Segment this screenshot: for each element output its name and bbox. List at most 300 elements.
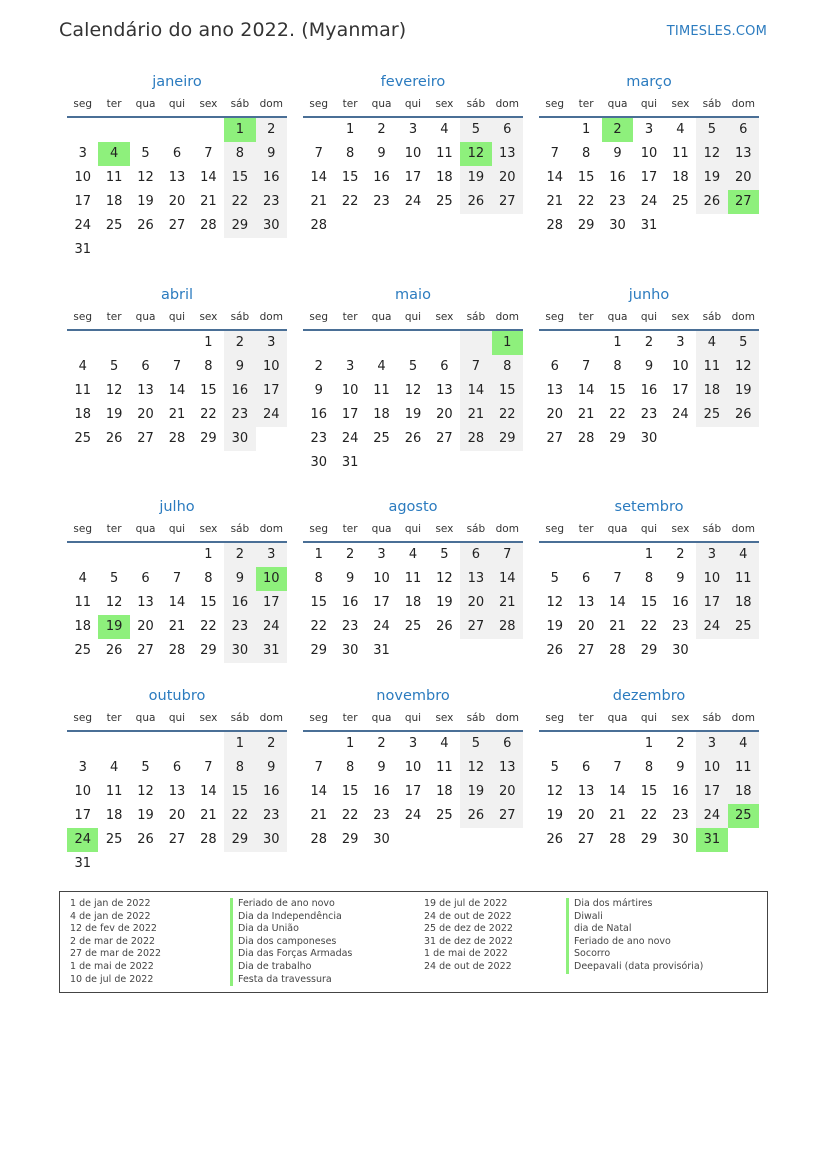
day-cell[interactable]: 5: [408, 359, 418, 374]
day-cell[interactable]: 3: [256, 331, 287, 355]
day-cell[interactable]: 7: [172, 359, 182, 374]
day-cell[interactable]: 18: [74, 619, 91, 634]
day-cell[interactable]: 17: [672, 383, 689, 398]
day-cell[interactable]: 20: [546, 407, 563, 422]
day-cell[interactable]: 26: [105, 643, 123, 658]
day-cell[interactable]: 6: [581, 760, 591, 775]
day-cell[interactable]: 1: [345, 736, 355, 751]
day-cell[interactable]: 26: [404, 431, 422, 446]
day-cell[interactable]: 17: [640, 170, 658, 185]
day-cell[interactable]: 4: [440, 736, 449, 751]
day-cell[interactable]: 19: [546, 619, 563, 634]
day-cell[interactable]: 22: [640, 619, 658, 634]
day-cell[interactable]: 28: [200, 832, 217, 847]
day-cell[interactable]: 21: [310, 808, 327, 823]
day-cell[interactable]: 20: [577, 619, 595, 634]
day-cell[interactable]: 15: [640, 595, 658, 610]
day-cell[interactable]: 10: [341, 383, 359, 398]
day-cell[interactable]: 19: [436, 595, 453, 610]
day-cell[interactable]: 27: [492, 190, 523, 214]
day-cell[interactable]: 17: [341, 407, 359, 422]
day-cell[interactable]: 1: [492, 331, 523, 355]
day-cell[interactable]: 9: [613, 146, 622, 161]
day-cell[interactable]: 12: [105, 595, 123, 610]
day-cell[interactable]: 30: [672, 643, 689, 658]
day-cell[interactable]: 9: [224, 567, 255, 591]
day-cell[interactable]: 28: [310, 832, 327, 847]
day-cell[interactable]: 7: [204, 146, 213, 161]
day-cell[interactable]: 30: [672, 832, 689, 847]
day-cell[interactable]: 11: [728, 756, 759, 780]
day-cell[interactable]: 12: [546, 784, 563, 799]
day-cell[interactable]: 29: [200, 431, 217, 446]
day-cell[interactable]: 21: [168, 619, 186, 634]
day-cell[interactable]: 8: [644, 571, 654, 586]
day-cell[interactable]: 17: [256, 379, 287, 403]
day-cell[interactable]: 16: [224, 379, 255, 403]
day-cell[interactable]: 18: [74, 407, 91, 422]
day-cell[interactable]: 6: [728, 118, 759, 142]
day-cell[interactable]: 10: [696, 756, 727, 780]
day-cell[interactable]: 2: [676, 547, 685, 562]
day-cell[interactable]: 10: [640, 146, 658, 161]
day-cell[interactable]: 25: [436, 808, 453, 823]
day-cell[interactable]: 28: [492, 615, 523, 639]
day-cell[interactable]: 21: [310, 194, 327, 209]
day-cell[interactable]: 28: [460, 427, 491, 451]
day-cell[interactable]: 28: [609, 832, 626, 847]
day-cell[interactable]: 13: [546, 383, 563, 398]
day-cell[interactable]: 30: [256, 828, 287, 852]
day-cell[interactable]: 17: [404, 170, 422, 185]
day-cell[interactable]: 27: [168, 832, 186, 847]
day-cell[interactable]: 17: [696, 780, 727, 804]
day-cell[interactable]: 18: [105, 194, 123, 209]
day-cell[interactable]: 16: [640, 383, 658, 398]
day-cell[interactable]: 14: [577, 383, 595, 398]
day-cell[interactable]: 28: [168, 431, 186, 446]
day-cell[interactable]: 29: [640, 832, 658, 847]
day-cell[interactable]: 16: [256, 166, 287, 190]
day-cell[interactable]: 18: [696, 379, 727, 403]
day-cell[interactable]: 30: [224, 639, 255, 663]
day-cell[interactable]: 1: [224, 118, 255, 142]
day-cell[interactable]: 18: [436, 784, 453, 799]
day-cell[interactable]: 8: [204, 571, 213, 586]
day-cell[interactable]: 11: [105, 784, 123, 799]
day-cell[interactable]: 16: [341, 595, 359, 610]
day-cell[interactable]: 6: [440, 359, 449, 374]
day-cell[interactable]: 1: [204, 547, 213, 562]
day-cell[interactable]: 30: [609, 218, 626, 233]
day-cell[interactable]: 22: [609, 407, 626, 422]
day-cell[interactable]: 22: [224, 190, 255, 214]
day-cell[interactable]: 21: [609, 808, 626, 823]
day-cell[interactable]: 13: [168, 170, 186, 185]
day-cell[interactable]: 9: [345, 571, 355, 586]
day-cell[interactable]: 20: [492, 166, 523, 190]
day-cell[interactable]: 4: [377, 359, 386, 374]
day-cell[interactable]: 29: [341, 832, 359, 847]
day-cell[interactable]: 16: [224, 591, 255, 615]
day-cell[interactable]: 20: [436, 407, 453, 422]
day-cell[interactable]: 10: [74, 784, 91, 799]
day-cell[interactable]: 5: [141, 146, 150, 161]
day-cell[interactable]: 18: [728, 780, 759, 804]
day-cell[interactable]: 11: [373, 383, 390, 398]
day-cell[interactable]: 31: [640, 218, 658, 233]
day-cell[interactable]: 1: [314, 547, 323, 562]
day-cell[interactable]: 30: [256, 214, 287, 238]
day-cell[interactable]: 28: [168, 643, 186, 658]
day-cell[interactable]: 5: [460, 732, 491, 756]
day-cell[interactable]: 22: [200, 619, 217, 634]
day-cell[interactable]: 14: [168, 595, 186, 610]
day-cell[interactable]: 16: [609, 170, 626, 185]
day-cell[interactable]: 9: [224, 355, 255, 379]
day-cell[interactable]: 23: [672, 619, 689, 634]
day-cell[interactable]: 15: [224, 780, 255, 804]
day-cell[interactable]: 29: [609, 431, 626, 446]
day-cell[interactable]: 27: [546, 431, 563, 446]
day-cell[interactable]: 2: [256, 732, 287, 756]
day-cell[interactable]: 25: [404, 619, 422, 634]
day-cell[interactable]: 2: [256, 118, 287, 142]
day-cell[interactable]: 25: [74, 431, 91, 446]
day-cell[interactable]: 12: [546, 595, 563, 610]
day-cell[interactable]: 17: [696, 591, 727, 615]
day-cell[interactable]: 15: [224, 166, 255, 190]
day-cell[interactable]: 23: [256, 190, 287, 214]
day-cell[interactable]: 7: [581, 359, 591, 374]
day-cell[interactable]: 26: [460, 190, 491, 214]
day-cell[interactable]: 3: [78, 146, 87, 161]
day-cell[interactable]: 9: [644, 359, 654, 374]
day-cell[interactable]: 25: [728, 804, 759, 828]
day-cell[interactable]: 14: [609, 595, 626, 610]
day-cell[interactable]: 21: [168, 407, 186, 422]
day-cell[interactable]: 2: [644, 335, 654, 350]
day-cell[interactable]: 10: [256, 355, 287, 379]
day-cell[interactable]: 14: [200, 170, 217, 185]
day-cell[interactable]: 6: [581, 571, 591, 586]
day-cell[interactable]: 31: [341, 455, 359, 470]
day-cell[interactable]: 9: [676, 571, 685, 586]
day-cell[interactable]: 13: [492, 142, 523, 166]
day-cell[interactable]: 8: [644, 760, 654, 775]
day-cell[interactable]: 18: [105, 808, 123, 823]
day-cell[interactable]: 3: [696, 543, 727, 567]
day-cell[interactable]: 14: [310, 170, 327, 185]
day-cell[interactable]: 20: [168, 808, 186, 823]
day-cell[interactable]: 1: [204, 335, 213, 350]
day-cell[interactable]: 6: [460, 543, 491, 567]
day-cell[interactable]: 5: [550, 760, 559, 775]
day-cell[interactable]: 10: [672, 359, 689, 374]
day-cell[interactable]: 17: [404, 784, 422, 799]
day-cell[interactable]: 10: [696, 567, 727, 591]
day-cell[interactable]: 2: [602, 118, 633, 142]
day-cell[interactable]: 23: [609, 194, 626, 209]
day-cell[interactable]: 16: [310, 407, 327, 422]
day-cell[interactable]: 25: [105, 218, 123, 233]
day-cell[interactable]: 27: [577, 832, 595, 847]
day-cell[interactable]: 7: [550, 146, 559, 161]
day-cell[interactable]: 11: [436, 760, 453, 775]
day-cell[interactable]: 13: [137, 383, 154, 398]
day-cell[interactable]: 9: [314, 383, 323, 398]
day-cell[interactable]: 19: [404, 407, 422, 422]
day-cell[interactable]: 25: [672, 194, 689, 209]
day-cell[interactable]: 28: [577, 431, 595, 446]
day-cell[interactable]: 24: [404, 808, 422, 823]
day-cell[interactable]: 4: [728, 543, 759, 567]
day-cell[interactable]: 22: [341, 194, 359, 209]
day-cell[interactable]: 24: [67, 828, 98, 852]
day-cell[interactable]: 5: [109, 571, 119, 586]
brand-link[interactable]: TIMESLES.COM: [666, 24, 767, 39]
day-cell[interactable]: 12: [436, 571, 453, 586]
day-cell[interactable]: 29: [224, 214, 255, 238]
day-cell[interactable]: 10: [256, 567, 287, 591]
day-cell[interactable]: 21: [577, 407, 595, 422]
day-cell[interactable]: 26: [728, 403, 759, 427]
day-cell[interactable]: 29: [200, 643, 217, 658]
day-cell[interactable]: 22: [310, 619, 327, 634]
day-cell[interactable]: 12: [460, 756, 491, 780]
day-cell[interactable]: 4: [696, 331, 727, 355]
day-cell[interactable]: 26: [105, 431, 123, 446]
day-cell[interactable]: 15: [200, 595, 217, 610]
day-cell[interactable]: 19: [728, 379, 759, 403]
day-cell[interactable]: 2: [345, 547, 355, 562]
day-cell[interactable]: 16: [373, 784, 390, 799]
day-cell[interactable]: 3: [345, 359, 355, 374]
day-cell[interactable]: 4: [98, 142, 129, 166]
day-cell[interactable]: 17: [74, 808, 91, 823]
day-cell[interactable]: 26: [460, 804, 491, 828]
day-cell[interactable]: 24: [74, 218, 91, 233]
day-cell[interactable]: 8: [204, 359, 213, 374]
day-cell[interactable]: 2: [676, 736, 685, 751]
day-cell[interactable]: 27: [728, 190, 759, 214]
day-cell[interactable]: 29: [224, 828, 255, 852]
day-cell[interactable]: 26: [137, 218, 154, 233]
day-cell[interactable]: 11: [672, 146, 689, 161]
day-cell[interactable]: 20: [492, 780, 523, 804]
day-cell[interactable]: 29: [492, 427, 523, 451]
day-cell[interactable]: 5: [728, 331, 759, 355]
day-cell[interactable]: 30: [373, 832, 390, 847]
day-cell[interactable]: 5: [696, 118, 727, 142]
day-cell[interactable]: 15: [310, 595, 327, 610]
day-cell[interactable]: 3: [408, 122, 418, 137]
day-cell[interactable]: 6: [141, 359, 150, 374]
day-cell[interactable]: 18: [728, 591, 759, 615]
day-cell[interactable]: 4: [78, 571, 87, 586]
day-cell[interactable]: 10: [74, 170, 91, 185]
day-cell[interactable]: 23: [341, 619, 359, 634]
day-cell[interactable]: 27: [168, 218, 186, 233]
day-cell[interactable]: 24: [672, 407, 689, 422]
day-cell[interactable]: 27: [137, 643, 154, 658]
day-cell[interactable]: 8: [224, 142, 255, 166]
day-cell[interactable]: 7: [204, 760, 213, 775]
day-cell[interactable]: 12: [728, 355, 759, 379]
day-cell[interactable]: 24: [404, 194, 422, 209]
day-cell[interactable]: 13: [728, 142, 759, 166]
day-cell[interactable]: 23: [310, 431, 327, 446]
day-cell[interactable]: 17: [256, 591, 287, 615]
day-cell[interactable]: 24: [341, 431, 359, 446]
day-cell[interactable]: 5: [109, 359, 119, 374]
day-cell[interactable]: 30: [640, 431, 658, 446]
day-cell[interactable]: 22: [492, 403, 523, 427]
day-cell[interactable]: 22: [200, 407, 217, 422]
day-cell[interactable]: 9: [377, 146, 386, 161]
day-cell[interactable]: 16: [672, 595, 689, 610]
day-cell[interactable]: 7: [314, 760, 323, 775]
day-cell[interactable]: 29: [640, 643, 658, 658]
day-cell[interactable]: 19: [460, 780, 491, 804]
day-cell[interactable]: 10: [373, 571, 390, 586]
day-cell[interactable]: 11: [105, 170, 123, 185]
day-cell[interactable]: 20: [137, 619, 154, 634]
day-cell[interactable]: 11: [74, 595, 91, 610]
day-cell[interactable]: 17: [74, 194, 91, 209]
day-cell[interactable]: 23: [640, 407, 658, 422]
day-cell[interactable]: 4: [78, 359, 87, 374]
day-cell[interactable]: 11: [436, 146, 453, 161]
day-cell[interactable]: 15: [492, 379, 523, 403]
day-cell[interactable]: 2: [377, 122, 386, 137]
day-cell[interactable]: 5: [460, 118, 491, 142]
day-cell[interactable]: 18: [672, 170, 689, 185]
day-cell[interactable]: 12: [137, 784, 154, 799]
day-cell[interactable]: 31: [373, 643, 390, 658]
day-cell[interactable]: 20: [728, 166, 759, 190]
day-cell[interactable]: 7: [460, 355, 491, 379]
day-cell[interactable]: 14: [492, 567, 523, 591]
day-cell[interactable]: 1: [224, 732, 255, 756]
day-cell[interactable]: 26: [696, 190, 727, 214]
day-cell[interactable]: 3: [696, 732, 727, 756]
day-cell[interactable]: 11: [696, 355, 727, 379]
day-cell[interactable]: 25: [436, 194, 453, 209]
day-cell[interactable]: 8: [581, 146, 591, 161]
day-cell[interactable]: 9: [256, 756, 287, 780]
day-cell[interactable]: 5: [141, 760, 150, 775]
day-cell[interactable]: 14: [200, 784, 217, 799]
day-cell[interactable]: 20: [137, 407, 154, 422]
day-cell[interactable]: 19: [546, 808, 563, 823]
day-cell[interactable]: 4: [109, 760, 119, 775]
day-cell[interactable]: 23: [373, 194, 390, 209]
day-cell[interactable]: 20: [460, 591, 491, 615]
day-cell[interactable]: 19: [137, 808, 154, 823]
day-cell[interactable]: 8: [613, 359, 622, 374]
day-cell[interactable]: 7: [172, 571, 182, 586]
day-cell[interactable]: 7: [314, 146, 323, 161]
day-cell[interactable]: 31: [74, 856, 91, 871]
day-cell[interactable]: 15: [609, 383, 626, 398]
day-cell[interactable]: 23: [373, 808, 390, 823]
day-cell[interactable]: 30: [341, 643, 359, 658]
day-cell[interactable]: 3: [377, 547, 386, 562]
day-cell[interactable]: 26: [436, 619, 453, 634]
day-cell[interactable]: 21: [460, 403, 491, 427]
day-cell[interactable]: 25: [105, 832, 123, 847]
day-cell[interactable]: 12: [105, 383, 123, 398]
day-cell[interactable]: 12: [696, 142, 727, 166]
day-cell[interactable]: 20: [168, 194, 186, 209]
day-cell[interactable]: 28: [609, 643, 626, 658]
day-cell[interactable]: 22: [224, 804, 255, 828]
day-cell[interactable]: 8: [314, 571, 323, 586]
day-cell[interactable]: 1: [345, 122, 355, 137]
day-cell[interactable]: 24: [373, 619, 390, 634]
day-cell[interactable]: 19: [696, 166, 727, 190]
day-cell[interactable]: 24: [640, 194, 658, 209]
day-cell[interactable]: 17: [373, 595, 390, 610]
day-cell[interactable]: 4: [408, 547, 418, 562]
day-cell[interactable]: 27: [137, 431, 154, 446]
day-cell[interactable]: 24: [696, 615, 727, 639]
day-cell[interactable]: 15: [640, 784, 658, 799]
day-cell[interactable]: 15: [577, 170, 595, 185]
day-cell[interactable]: 3: [676, 335, 685, 350]
day-cell[interactable]: 12: [404, 383, 422, 398]
day-cell[interactable]: 6: [550, 359, 559, 374]
day-cell[interactable]: 13: [460, 567, 491, 591]
day-cell[interactable]: 13: [577, 784, 595, 799]
day-cell[interactable]: 24: [256, 403, 287, 427]
day-cell[interactable]: 27: [436, 431, 453, 446]
day-cell[interactable]: 31: [696, 828, 727, 852]
day-cell[interactable]: 31: [74, 242, 91, 257]
day-cell[interactable]: 26: [546, 643, 563, 658]
day-cell[interactable]: 18: [373, 407, 390, 422]
day-cell[interactable]: 11: [728, 567, 759, 591]
day-cell[interactable]: 15: [341, 784, 359, 799]
day-cell[interactable]: 5: [550, 571, 559, 586]
day-cell[interactable]: 3: [78, 760, 87, 775]
day-cell[interactable]: 21: [200, 194, 217, 209]
day-cell[interactable]: 27: [577, 643, 595, 658]
day-cell[interactable]: 30: [310, 455, 327, 470]
day-cell[interactable]: 26: [546, 832, 563, 847]
day-cell[interactable]: 7: [613, 571, 622, 586]
day-cell[interactable]: 25: [728, 615, 759, 639]
day-cell[interactable]: 28: [546, 218, 563, 233]
day-cell[interactable]: 29: [577, 218, 595, 233]
day-cell[interactable]: 24: [256, 615, 287, 639]
day-cell[interactable]: 14: [310, 784, 327, 799]
day-cell[interactable]: 14: [460, 379, 491, 403]
day-cell[interactable]: 30: [224, 427, 255, 451]
day-cell[interactable]: 3: [256, 543, 287, 567]
day-cell[interactable]: 18: [436, 170, 453, 185]
day-cell[interactable]: 8: [224, 756, 255, 780]
day-cell[interactable]: 4: [676, 122, 685, 137]
day-cell[interactable]: 1: [644, 547, 654, 562]
day-cell[interactable]: 21: [546, 194, 563, 209]
day-cell[interactable]: 13: [577, 595, 595, 610]
day-cell[interactable]: 31: [256, 639, 287, 663]
day-cell[interactable]: 20: [577, 808, 595, 823]
day-cell[interactable]: 21: [200, 808, 217, 823]
day-cell[interactable]: 2: [224, 543, 255, 567]
